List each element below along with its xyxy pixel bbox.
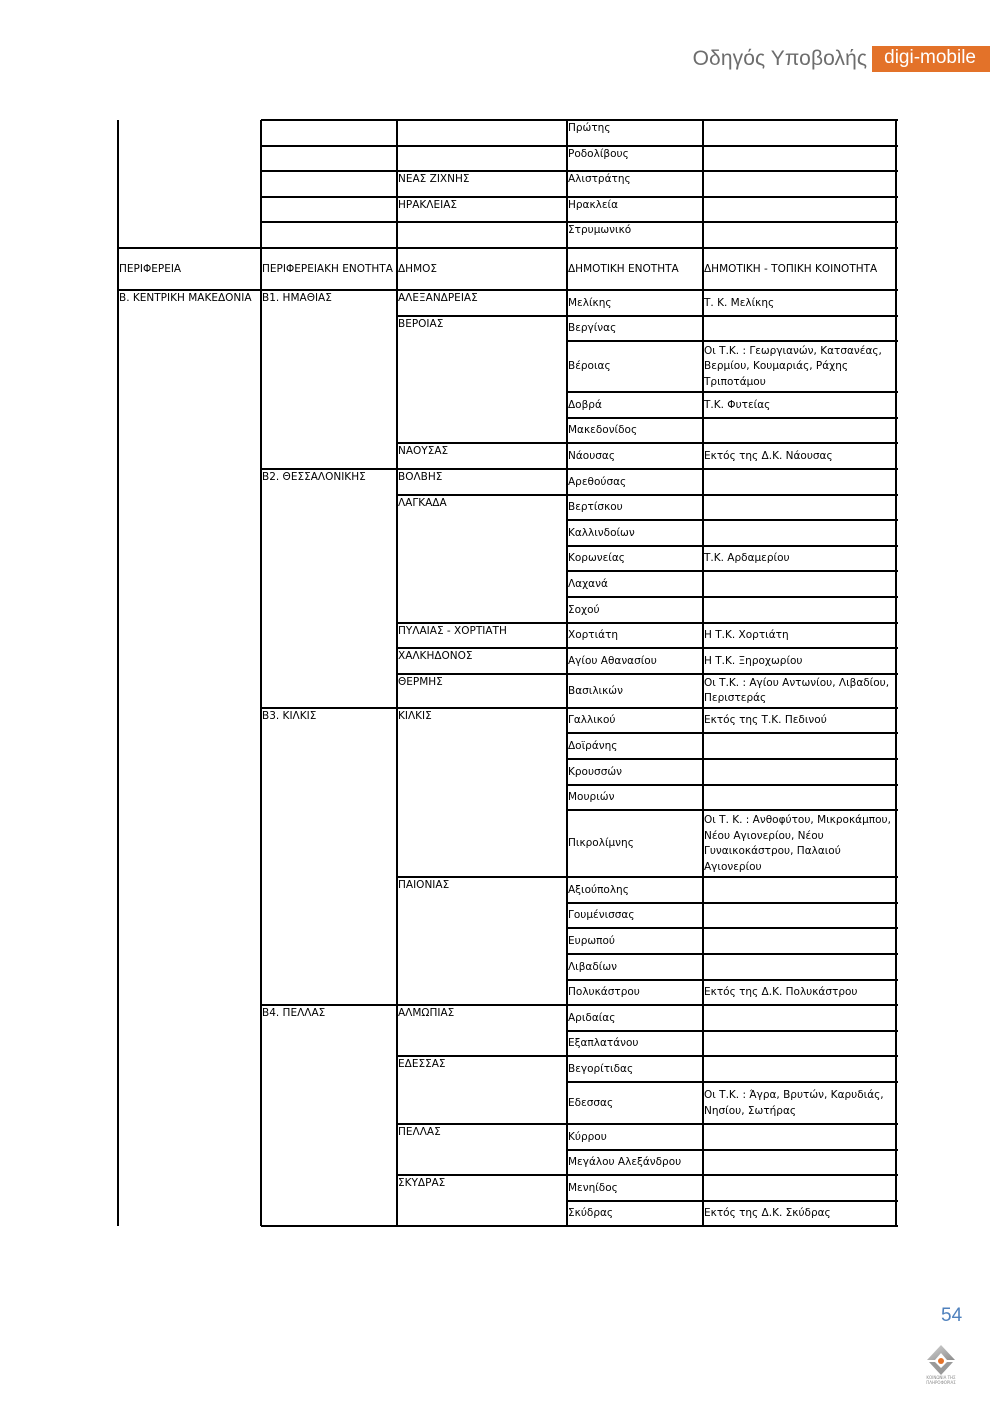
table-cell-dimotiki-enotita-text: Αξιούπολης xyxy=(568,883,629,896)
table-cell-koinotita xyxy=(703,597,896,623)
table-cell-koinotita xyxy=(703,1005,896,1031)
table-cell-dimos-text: ΠΥΛΑΙΑΣ - ΧΟΡΤΙΑΤΗ xyxy=(398,624,507,637)
program-badge: digi-mobile xyxy=(872,46,990,72)
table-cell-koinotita-text: Οι Τ.Κ. : Αγίου Αντωνίου, Λιβαδίου, Περιστεράς xyxy=(704,676,890,705)
table-cell-koinotita-text: Εκτός της Τ.Κ. Πεδινού xyxy=(704,714,827,727)
table-cell-koinotita-text: Οι Τ. Κ. : Ανθοφύτου, Μικροκάμπου, Νέου Αγιονερίου, Νέου Γυναικοκάστρου, Παλαιού Αγιονερίου xyxy=(704,814,891,873)
table-cell-dimotiki-enotita xyxy=(567,785,703,811)
table-rule xyxy=(567,289,898,291)
table-cell-koinotita xyxy=(703,1201,896,1227)
table-cell-koinotita xyxy=(703,520,896,546)
table-cell-koinotita xyxy=(703,290,896,316)
table-cell-koinotita xyxy=(703,785,896,811)
table-rule xyxy=(567,758,898,760)
table-cell-dimotiki-enotita xyxy=(567,597,703,623)
table-rule xyxy=(397,622,569,624)
table-cell-perifereiaki-enotita xyxy=(261,469,397,489)
header-dimotiki-enotita xyxy=(567,248,703,290)
table-rule xyxy=(567,732,898,734)
table-cell-dimotiki-enotita-text: Μελίκης xyxy=(568,296,612,309)
table-rule xyxy=(261,145,898,147)
table-cell-dimos-text: ΘΕΡΜΗΣ xyxy=(398,675,443,688)
header-koinotita-text: ΔΗΜΟΤΙΚΗ - ΤΟΠΙΚΗ ΚΟΙΝΟΤΗΤΑ xyxy=(704,262,878,275)
table-rule xyxy=(567,1174,898,1176)
table-cell-dimotiki-enotita xyxy=(567,759,703,785)
table-cell-dimotiki-enotita-text: Σκύδρας xyxy=(568,1207,614,1220)
table-cell-dimotiki-enotita-text: Βέροιας xyxy=(568,360,611,373)
table-rule xyxy=(567,673,898,675)
table-cell-perifereiaki-enotita-text: Β2. ΘΕΣΣΑΛΟΝΙΚΗΣ xyxy=(262,471,366,483)
table-cell-koinotita xyxy=(703,928,896,954)
table-cell-dimotiki-enotita-text: Χορτιάτη xyxy=(568,629,619,642)
table-rule xyxy=(567,1030,898,1032)
table-cell-dimotiki-enotita xyxy=(567,623,703,649)
table-rule xyxy=(397,1174,569,1176)
table-cell-dimotiki-enotita xyxy=(567,733,703,759)
table-rule xyxy=(567,1149,898,1151)
table-cell-dimotiki-enotita-text: Σοχού xyxy=(568,603,600,616)
table-cell-dimotiki-enotita-text: Αρεθούσας xyxy=(568,475,627,488)
table-right-rule xyxy=(895,120,897,1226)
table-cell-koinotita xyxy=(703,469,896,495)
table-cell-dimotiki-enotita xyxy=(567,197,703,223)
logo-caption: ΚΟΙΝΩΝΙΑ ΤΗΣ ΠΛΗΡΟΦΟΡΙΑΣ xyxy=(926,1375,956,1385)
table-rule xyxy=(567,391,898,393)
table-cell-dimos xyxy=(397,1175,567,1195)
table-rule xyxy=(566,120,568,1226)
table-cell-dimos xyxy=(397,1005,567,1025)
table-cell-dimotiki-enotita xyxy=(567,146,703,172)
table-cell-dimotiki-enotita-text: Εδεσσας xyxy=(568,1096,614,1109)
region-name xyxy=(118,290,261,310)
table-cell-dimotiki-enotita xyxy=(567,418,703,444)
table-rule xyxy=(397,315,569,317)
table-cell-koinotita-text: Εκτός της Δ.Κ. Νάουσας xyxy=(704,449,833,462)
table-rule xyxy=(567,417,898,419)
table-cell-perifereiaki-enotita-text: Β3. ΚΙΛΚΙΣ xyxy=(262,709,317,722)
table-rule xyxy=(567,340,898,342)
table-cell-dimos xyxy=(397,623,567,643)
table-cell-dimotiki-enotita xyxy=(567,443,703,469)
table-cell-koinotita-text: Οι Τ.Κ. : Γεωργιανών, Κατσανέας, Βερμίου, Κουμαριάς, Ράχης Τριποτάμου xyxy=(704,344,882,388)
table-cell-dimos-text: ΣΚΥΔΡΑΣ xyxy=(398,1177,446,1190)
table-cell-perifereiaki-enotita xyxy=(261,1005,397,1025)
table-rule xyxy=(261,196,898,198)
table-cell-dimotiki-enotita-text: Γουμένισσας xyxy=(568,909,635,922)
table-cell-dimos xyxy=(397,316,567,336)
table-rule xyxy=(567,1055,898,1057)
table-rule xyxy=(397,1123,569,1125)
table-cell-koinotita-text: Τ. Κ. Μελίκης xyxy=(704,296,775,309)
table-cell-koinotita xyxy=(703,418,896,444)
table-cell-dimotiki-enotita xyxy=(567,1005,703,1031)
table-cell-dimos-text: ΠΑΙΟΝΙΑΣ xyxy=(398,879,450,892)
table-bottom-rule xyxy=(261,1225,898,1227)
table-cell-dimos xyxy=(397,146,567,172)
table-rule xyxy=(397,468,569,470)
table-cell-dimos-text: ΚΙΛΚΙΣ xyxy=(398,709,432,722)
table-rule xyxy=(567,494,898,496)
table-rule xyxy=(260,120,262,1226)
table-cell-koinotita xyxy=(703,877,896,903)
table-cell-dimotiki-enotita-text: Ηρακλεία xyxy=(568,198,619,211)
table-cell-dimos xyxy=(397,120,567,146)
table-cell-koinotita xyxy=(703,1056,896,1082)
table-cell-dimotiki-enotita xyxy=(567,1175,703,1201)
table-cell-dimotiki-enotita-text: Κρουσσών xyxy=(568,765,623,778)
table-cell-dimotiki-enotita-text: Καλλινδοίων xyxy=(568,526,635,539)
table-rule xyxy=(567,647,898,649)
table-cell-dimotiki-enotita xyxy=(567,877,703,903)
table-rule xyxy=(567,545,898,547)
guide-title: Οδηγός Υποβολής xyxy=(692,47,868,70)
table-cell-koinotita-text: Εκτός της Δ.Κ. Πολυκάστρου xyxy=(704,986,858,999)
table-cell-dimotiki-enotita-text: Γαλλικού xyxy=(568,714,616,727)
table-cell-koinotita xyxy=(703,571,896,597)
table-cell-dimotiki-enotita xyxy=(567,1056,703,1082)
table-cell-dimotiki-enotita-text: Αγίου Αθανασίου xyxy=(568,654,657,667)
header-dimotiki-enotita-text: ΔΗΜΟΤΙΚΗ ΕΝΟΤΗΤΑ xyxy=(568,262,679,275)
table-rule xyxy=(397,673,569,675)
table-rule xyxy=(567,927,898,929)
table-cell-perifereiaki-enotita-text: Β4. ΠΕΛΛΑΣ xyxy=(262,1007,326,1020)
table-rule xyxy=(397,1055,569,1057)
page-number: 54 xyxy=(941,1305,963,1326)
table-cell-dimotiki-enotita xyxy=(567,222,703,248)
table-cell-dimos xyxy=(397,171,567,197)
table-cell-dimotiki-enotita xyxy=(567,1124,703,1150)
table-cell-koinotita xyxy=(703,708,896,734)
table-cell-dimotiki-enotita-text: Ροδολίβους xyxy=(568,147,629,160)
table-cell-dimotiki-enotita-text: Πολυκάστρου xyxy=(568,986,640,999)
table-cell-dimos xyxy=(397,674,567,694)
table-rule xyxy=(397,442,569,444)
table-cell-dimos-text: ΠΕΛΛΑΣ xyxy=(398,1126,441,1138)
table-cell-dimotiki-enotita xyxy=(567,495,703,521)
table-cell-koinotita-text: Η Τ.Κ. Χορτιάτη xyxy=(704,629,789,642)
table-cell-dimotiki-enotita-text: Μεγάλου Αλεξάνδρου xyxy=(568,1156,682,1169)
table-rule xyxy=(567,809,898,811)
table-rule xyxy=(261,289,399,291)
table-cell-dimotiki-enotita xyxy=(567,290,703,316)
table-cell-dimotiki-enotita-text: Δοβρά xyxy=(568,398,602,411)
table-cell-koinotita xyxy=(703,980,896,1006)
table-cell-dimos-text: ΑΛΜΩΠΙΑΣ xyxy=(398,1007,455,1020)
table-cell-dimotiki-enotita-text: Δοϊράνης xyxy=(568,739,618,752)
table-cell-dimos-text: ΕΔΕΣΣΑΣ xyxy=(398,1058,446,1071)
table-cell-dimos-text: ΑΛΕΞΑΝΔΡΕΙΑΣ xyxy=(398,292,478,304)
table-rule xyxy=(397,494,569,496)
table-rule xyxy=(567,876,898,878)
table-rule xyxy=(397,289,569,291)
table-cell-dimotiki-enotita xyxy=(567,810,703,877)
table-cell-dimos xyxy=(397,443,567,463)
table-cell-dimotiki-enotita-text: Ευρωπού xyxy=(568,934,615,947)
table-cell-koinotita-text: Η Τ.Κ. Ξηροχωρίου xyxy=(704,654,803,667)
table-cell-dimotiki-enotita xyxy=(567,1150,703,1176)
table-cell-koinotita xyxy=(703,1082,896,1124)
table-cell-dimotiki-enotita xyxy=(567,171,703,197)
table-cell-dimos-text: ΝΕΑΣ ΖΙΧΝΗΣ xyxy=(398,173,470,186)
table-cell-dimotiki-enotita-text: Λαχανά xyxy=(568,577,608,590)
table-cell-dimotiki-enotita-text: Βασιλικών xyxy=(568,684,623,697)
table-cell-dimos xyxy=(397,495,567,515)
table-cell-dimotiki-enotita-text: Εξαπλατάνου xyxy=(568,1037,639,1050)
table-cell-dimotiki-enotita-text: Πρώτης xyxy=(568,122,611,134)
table-rule xyxy=(567,1081,898,1083)
table-cell-dimos xyxy=(397,197,567,223)
region-name-text: Β. ΚΕΝΤΡΙΚΗ ΜΑΚΕΔΟΝΙΑ xyxy=(119,292,252,304)
table-cell-dimotiki-enotita-text: Βεργίνας xyxy=(568,322,617,335)
table-cell-koinotita xyxy=(703,623,896,649)
table-cell-koinotita xyxy=(703,648,896,674)
table-rule xyxy=(567,315,898,317)
table-cell-koinotita xyxy=(703,733,896,759)
table-cell-dimotiki-enotita-text: Νάουσας xyxy=(568,449,616,462)
table-cell-dimos-text: ΝΑΟΥΣΑΣ xyxy=(398,445,449,458)
table-cell-dimotiki-enotita xyxy=(567,392,703,418)
table-cell-koinotita xyxy=(703,1031,896,1057)
table-rule xyxy=(567,784,898,786)
table-cell-dimotiki-enotita-text: Στρυμωνικό xyxy=(568,224,632,237)
table-cell-dimotiki-enotita xyxy=(567,316,703,342)
table-cell-koinotita-text: Οι Τ.Κ. : Άγρα, Βρυτών, Καρυδιάς, Νησίου, Σωτήρας xyxy=(704,1089,884,1117)
table-rule xyxy=(567,1123,898,1125)
table-cell-koinotita xyxy=(703,903,896,929)
table-cell-koinotita xyxy=(703,1124,896,1150)
table-rule xyxy=(567,1200,898,1202)
table-rule xyxy=(567,1004,898,1006)
table-cell-koinotita xyxy=(703,810,896,877)
table-cell-dimos xyxy=(397,469,567,489)
table-rule xyxy=(397,707,569,709)
table-cell-koinotita-text: Τ.Κ. Αρδαμερίου xyxy=(704,552,790,565)
table-cell-dimotiki-enotita xyxy=(567,341,703,392)
table-cell-koinotita xyxy=(703,222,896,248)
table-cell-dimos xyxy=(397,648,567,668)
table-rule xyxy=(567,519,898,521)
table-cell-dimos xyxy=(397,877,567,897)
table-cell-dimotiki-enotita xyxy=(567,1082,703,1124)
header-perifereiaki-enotita xyxy=(261,248,397,290)
table-cell-dimos-text: ΒΟΛΒΗΣ xyxy=(398,471,443,483)
table-cell-dimos xyxy=(397,222,567,248)
table-cell-dimos xyxy=(397,1124,567,1144)
table-cell-dimotiki-enotita xyxy=(567,469,703,495)
header-dimos xyxy=(397,248,567,290)
table-cell-koinotita xyxy=(703,443,896,469)
table-left-rule xyxy=(117,120,119,1226)
table-rule xyxy=(261,170,898,172)
table-cell-dimotiki-enotita xyxy=(567,980,703,1006)
table-rule xyxy=(567,622,898,624)
table-rule xyxy=(397,1004,569,1006)
table-cell-koinotita xyxy=(703,120,896,146)
table-cell-koinotita xyxy=(703,392,896,418)
table-cell-dimos-text: ΒΕΡΟΙΑΣ xyxy=(398,317,444,330)
header-koinotita xyxy=(703,248,896,290)
table-rule xyxy=(567,596,898,598)
table-cell-dimos-text: ΛΑΓΚΑΔΑ xyxy=(398,496,447,509)
table-cell-koinotita xyxy=(703,341,896,392)
header-dimos-text: ΔΗΜΟΣ xyxy=(398,262,438,275)
table-cell-koinotita xyxy=(703,197,896,223)
table-cell-dimos-text: ΗΡΑΚΛΕΙΑΣ xyxy=(398,198,458,211)
table-cell-dimos xyxy=(397,290,567,310)
table-cell-dimotiki-enotita-text: Βεγορίτιδας xyxy=(568,1062,634,1075)
table-cell-koinotita xyxy=(703,546,896,572)
table-rule xyxy=(567,979,898,981)
table-cell-dimotiki-enotita xyxy=(567,954,703,980)
table-cell-dimotiki-enotita-text: Κύρρου xyxy=(568,1130,607,1143)
header-perifereiaki-enotita-text: ΠΕΡΙΦΕΡΕΙΑΚΗ ΕΝΟΤΗΤΑ xyxy=(262,262,393,275)
table-cell-koinotita xyxy=(703,146,896,172)
table-cell-koinotita xyxy=(703,171,896,197)
table-cell-koinotita xyxy=(703,316,896,342)
table-rule xyxy=(397,647,569,649)
header-perifereia-text: ΠΕΡΙΦΕΡΕΙΑ xyxy=(119,262,182,275)
table-cell-dimotiki-enotita-text: Αλιστράτης xyxy=(568,173,631,186)
table-cell-koinotita-text: Τ.Κ. Φυτείας xyxy=(704,398,771,411)
table-rule xyxy=(567,442,898,444)
table-cell-dimotiki-enotita xyxy=(567,648,703,674)
table-cell-dimotiki-enotita xyxy=(567,571,703,597)
table-cell-koinotita xyxy=(703,495,896,521)
table-cell-perifereiaki-enotita xyxy=(261,708,397,728)
table-cell-koinotita xyxy=(703,759,896,785)
table-rule xyxy=(567,570,898,572)
table-cell-koinotita xyxy=(703,954,896,980)
table-rule xyxy=(567,468,898,470)
table-rule xyxy=(702,120,704,1226)
table-rule xyxy=(396,120,398,1226)
table-cell-dimotiki-enotita xyxy=(567,546,703,572)
table-cell-dimos xyxy=(397,708,567,728)
table-cell-dimotiki-enotita-text: Πικρολίμνης xyxy=(568,837,634,850)
header-perifereia xyxy=(118,248,261,290)
table-rule xyxy=(261,221,898,223)
table-rule xyxy=(397,876,569,878)
table-cell-koinotita xyxy=(703,1150,896,1176)
table-cell-dimos xyxy=(397,1056,567,1076)
table-rule xyxy=(261,1004,399,1006)
table-cell-dimotiki-enotita-text: Μενηίδος xyxy=(568,1181,618,1194)
table-cell-dimotiki-enotita xyxy=(567,520,703,546)
table-cell-dimotiki-enotita xyxy=(567,1201,703,1227)
table-cell-koinotita xyxy=(703,674,896,708)
table-rule xyxy=(261,468,399,470)
table-cell-dimos-text: ΧΑΛΚΗΔΟΝΟΣ xyxy=(398,650,473,663)
table-cell-dimotiki-enotita xyxy=(567,928,703,954)
table-cell-perifereiaki-enotita-text: Β1. ΗΜΑΘΙΑΣ xyxy=(262,292,332,304)
table-cell-dimotiki-enotita-text: Μακεδονίδος xyxy=(568,424,638,437)
table-cell-koinotita-text: Εκτός της Δ.Κ. Σκύδρας xyxy=(704,1207,831,1220)
table-rule xyxy=(261,707,399,709)
table-cell-dimotiki-enotita-text: Βερτίσκου xyxy=(568,501,623,514)
table-rule xyxy=(261,119,898,121)
table-rule xyxy=(567,953,898,955)
table-cell-dimotiki-enotita xyxy=(567,1031,703,1057)
table-cell-dimotiki-enotita-text: Μουριών xyxy=(568,791,615,804)
table-cell-dimotiki-enotita xyxy=(567,674,703,708)
table-rule xyxy=(567,707,898,709)
table-cell-dimotiki-enotita-text: Κορωνείας xyxy=(568,552,625,565)
table-cell-dimotiki-enotita xyxy=(567,120,703,146)
table-cell-koinotita xyxy=(703,1175,896,1201)
table-cell-dimotiki-enotita-text: Αριδαίας xyxy=(568,1011,616,1024)
table-cell-perifereiaki-enotita xyxy=(261,290,397,310)
table-cell-dimotiki-enotita xyxy=(567,708,703,734)
header-top-rule xyxy=(118,247,898,249)
table-cell-dimotiki-enotita xyxy=(567,903,703,929)
table-rule xyxy=(567,902,898,904)
table-cell-dimotiki-enotita-text: Λιβαδίων xyxy=(568,960,617,973)
